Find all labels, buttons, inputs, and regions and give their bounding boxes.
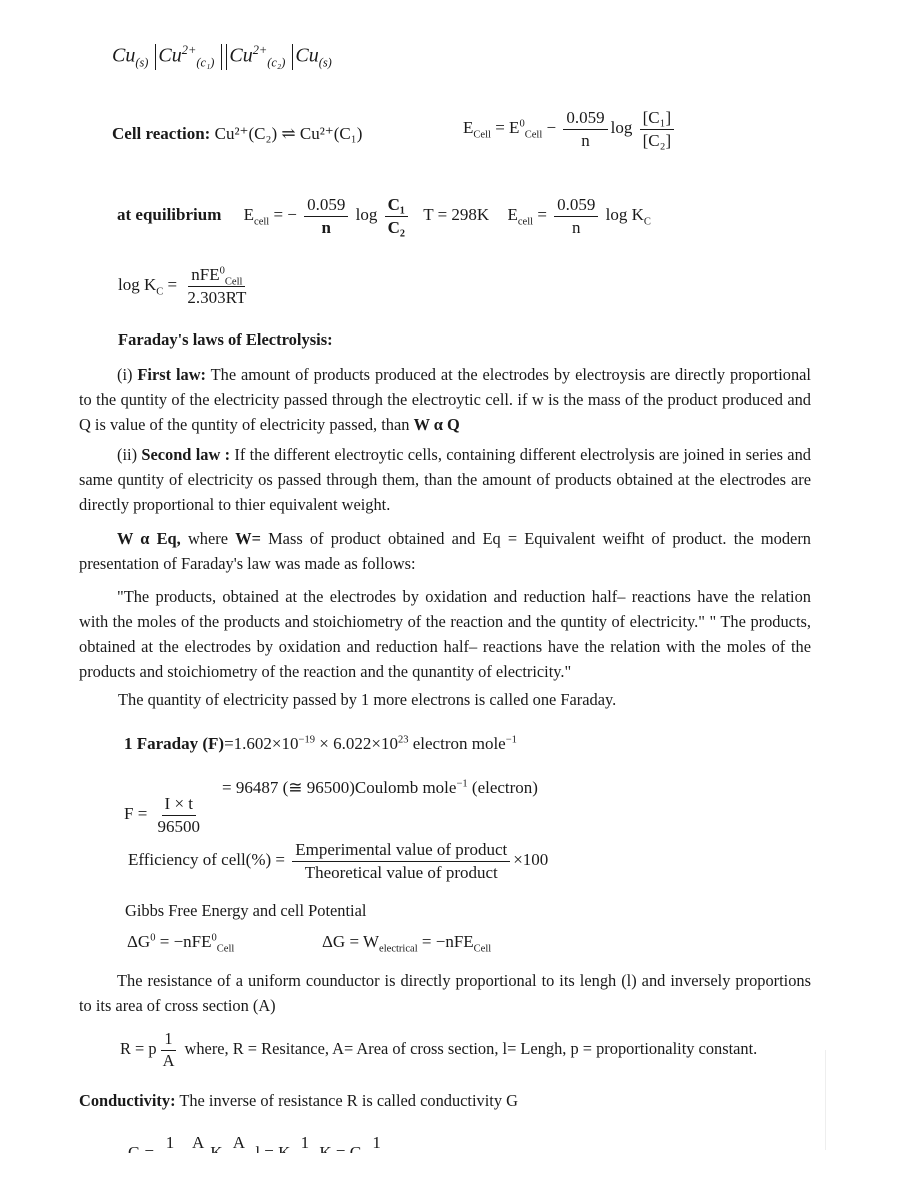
f-num: I × t bbox=[162, 794, 196, 816]
w-alpha-where: where bbox=[180, 529, 236, 548]
eq1-log: log bbox=[355, 204, 378, 224]
efficiency-den: Theoretical value of product bbox=[304, 862, 498, 882]
gibbs2-rhs: = −nFE bbox=[417, 932, 474, 951]
eq1-coef-num: 0.059 bbox=[304, 195, 348, 217]
faraday-numeric-exp: −1 bbox=[456, 778, 468, 790]
eq2-coef-den: n bbox=[572, 217, 581, 237]
phase-boundary bbox=[292, 44, 293, 70]
phase-s-right: (s) bbox=[318, 55, 332, 70]
f-formula bbox=[124, 794, 206, 836]
ion-2: Cu bbox=[229, 44, 253, 67]
eq1-ratio-num: C₁ bbox=[385, 195, 408, 217]
resistance-definitions: Resitance, A= Area of cross section, l= Lengh, p = proportionality constant. bbox=[261, 1039, 758, 1059]
eq1-prefix: = − bbox=[273, 204, 297, 224]
w-alpha-eq-relation: W α Eq, bbox=[117, 529, 181, 548]
cond-f1-num: 1 bbox=[163, 1133, 178, 1155]
eq1-coef-den: n bbox=[321, 217, 332, 237]
gibbs1-rhs-sup: 0 bbox=[211, 932, 217, 944]
logkc-sub: C bbox=[156, 286, 164, 298]
logkc-den: 2.303RT bbox=[187, 287, 247, 307]
page-edge-line bbox=[825, 1050, 826, 1150]
gibbs-equation-2 bbox=[322, 932, 492, 955]
f-fraction bbox=[155, 794, 204, 836]
gibbs1-lhs: ΔG bbox=[127, 932, 151, 951]
faraday-unit: electron mole bbox=[408, 734, 506, 753]
faraday-value bbox=[124, 734, 517, 754]
w-alpha-eq-text: Mass of product obtained and Eq = Equivalent weifht of product. the modern presentation of Faraday's law was made as follows: bbox=[79, 529, 811, 573]
gibbs1-rhs: = −nFE bbox=[155, 932, 212, 951]
first-law-text: The amount of products produced at the electrodes by electroysis are directly proportional to the quntity of the electricity passed through the electroytic cell. if w is the mass of the product produced and Q is value of the quntity of electricity passed, than bbox=[79, 365, 811, 434]
faraday-exp1: −19 bbox=[298, 734, 316, 746]
logkc-num-sub: Cell bbox=[224, 276, 243, 288]
conductivity-line bbox=[79, 1091, 518, 1111]
eq1-ratio-den: C₂ bbox=[387, 217, 406, 237]
coef-den: n bbox=[581, 130, 590, 150]
equilibrium-equations: at equilibrium $E_{cell}$ = − $\frac{0.059}{n}$ log $\frac{\text{C₁}}{\text{C₂}}$ T = 298K $E_{cell}$ = $\frac{0.059}{n}$ $\log K_C$ bbox=[117, 195, 651, 237]
conductivity-text: The inverse of resistance R is called conductivity G bbox=[175, 1091, 518, 1110]
quote-paragraph: "The products, obtained at the electrodes by oxidation and reduction half– reactions have the relation with the moles of the products and stoichiometry of the reaction and the quntity of electricity." " The products, obtained at the electrodes by oxidation and reduction half– reactions have the relation with the moles of the products and stoichiometry of the reaction and the qunantity of electricity." bbox=[79, 587, 811, 681]
faraday-exp2: 23 bbox=[397, 734, 409, 746]
resistance-fraction bbox=[160, 1030, 178, 1071]
cond-f2-num: A bbox=[189, 1133, 207, 1155]
faraday-heading: Faraday's laws of Electrolysis: bbox=[118, 330, 333, 349]
salt-bridge-1 bbox=[221, 44, 222, 70]
eq2-log-k: log K bbox=[605, 204, 644, 224]
conc-1: (c₁) bbox=[196, 55, 215, 70]
cu-right: Cu bbox=[295, 44, 319, 67]
first-law-prefix: (i) bbox=[117, 365, 133, 384]
f-den: 96500 bbox=[157, 816, 201, 836]
temperature: T = 298K bbox=[423, 204, 490, 224]
efficiency-num: Emperimental value of product bbox=[292, 840, 510, 862]
faraday-numeric bbox=[222, 778, 538, 798]
equilibrium-label: at equilibrium bbox=[117, 204, 222, 224]
faraday-eq: =1.602×10 bbox=[224, 734, 299, 753]
coef-fraction bbox=[563, 108, 607, 150]
resistance-paragraph: The resistance of a uniform counductor is directly proportional to its lengh (l) and inversely proportions to its area of cross section (A) bbox=[79, 971, 811, 1015]
ratio-num: [C₁] bbox=[640, 108, 675, 130]
page-bottom-cutoff bbox=[0, 1153, 900, 1200]
ratio-fraction bbox=[640, 108, 675, 150]
log-label: log bbox=[610, 117, 633, 137]
gibbs1-sup: 0 bbox=[150, 932, 156, 944]
e-cell-sub-2: cell bbox=[517, 216, 534, 228]
reaction-rhs: Cu²⁺(C₁) bbox=[299, 124, 363, 143]
second-law-prefix: (ii) bbox=[117, 445, 138, 464]
cell-reaction bbox=[112, 124, 362, 144]
f-lhs: F = bbox=[124, 803, 148, 823]
gibbs-equation-1 bbox=[127, 932, 235, 955]
phase-s-left: (s) bbox=[135, 55, 149, 70]
efficiency-label: Efficiency of cell(%) = bbox=[128, 849, 286, 869]
faraday-numeric-text: = 96487 (≅ 96500)Coulomb mole bbox=[222, 778, 457, 797]
ion-1: Cu bbox=[158, 44, 182, 67]
charge-1: 2+ bbox=[181, 42, 197, 57]
efficiency-fraction bbox=[292, 840, 510, 882]
coef-num: 0.059 bbox=[563, 108, 607, 130]
faraday-label: 1 Faraday (F) bbox=[124, 734, 225, 753]
logkc-lhs: log K bbox=[118, 274, 157, 294]
first-law-relation: W α Q bbox=[413, 415, 460, 434]
gibbs2-rhs-sub: Cell bbox=[473, 943, 492, 955]
cu-left: Cu bbox=[112, 44, 136, 67]
cond-f3-num: A bbox=[230, 1133, 248, 1155]
logkc-num: nFE bbox=[191, 265, 220, 284]
logkc-fraction bbox=[184, 265, 249, 307]
eq1-ratio bbox=[385, 195, 408, 237]
faraday-definition: The quantity of electricity passed by 1 more electrons is called one Faraday. bbox=[118, 690, 617, 709]
cell-reaction-label: Cell reaction: bbox=[112, 124, 211, 143]
second-law-label: Second law : bbox=[141, 445, 231, 464]
resistance-num: 1 bbox=[161, 1030, 175, 1051]
conc-2: (c₂) bbox=[267, 55, 286, 70]
cond-f5-num: 1 bbox=[369, 1133, 384, 1155]
eq2-coef-num: 0.059 bbox=[554, 195, 598, 217]
first-law-label: First law: bbox=[137, 365, 207, 384]
gibbs1-rhs-sub: Cell bbox=[216, 943, 235, 955]
eq2-coef bbox=[554, 195, 598, 237]
gibbs2-lhs: ΔG = W bbox=[322, 932, 380, 951]
reaction-lhs: Cu²⁺(C₂) bbox=[214, 124, 278, 143]
cond-f4-num: 1 bbox=[298, 1133, 313, 1155]
conductivity-label: Conductivity: bbox=[79, 1091, 176, 1110]
e0-sup: 0 bbox=[519, 118, 525, 130]
ratio-den: [C₂] bbox=[642, 130, 672, 150]
resistance-equation bbox=[120, 1030, 757, 1071]
equilibrium-arrow-icon: ⇌ bbox=[281, 124, 296, 143]
cell-notation bbox=[112, 44, 332, 70]
faraday-times: × 6.022×10 bbox=[315, 734, 398, 753]
e-sub: Cell bbox=[473, 129, 491, 141]
faraday-unit-exp: −1 bbox=[505, 734, 517, 746]
e-symbol: E bbox=[463, 117, 474, 137]
resistance-lhs: R = p bbox=[120, 1039, 157, 1059]
efficiency-formula bbox=[128, 840, 548, 882]
salt-bridge-2 bbox=[226, 44, 227, 70]
phase-boundary bbox=[155, 44, 156, 70]
logkc-num-sup: 0 bbox=[219, 265, 225, 277]
gibbs2-sub: electrical bbox=[379, 943, 418, 955]
second-law-paragraph bbox=[79, 442, 811, 517]
gibbs-heading: Gibbs Free Energy and cell Potential bbox=[125, 901, 367, 920]
second-law-text: If the different electroytic cells, containing different electrolysis are joined in series and same quntity of electricity os passed through them, than the amount of products obtained at the electrodes are directly proportional to thier equivalent weight. bbox=[79, 445, 811, 514]
resistance-where: where, R = bbox=[180, 1039, 262, 1059]
w-symbol: W= bbox=[235, 529, 261, 548]
e0-sub: Cell bbox=[524, 129, 543, 141]
e-cell-sub: cell bbox=[254, 216, 270, 228]
logkc-equation: $\log K_C$ = $\frac{nFE^0_{Cell}}{2.303RT}$ bbox=[118, 265, 252, 307]
resistance-den: A bbox=[162, 1050, 175, 1070]
first-law-paragraph bbox=[79, 362, 811, 437]
charge-2: 2+ bbox=[252, 42, 268, 57]
eq2-k-sub: C bbox=[643, 216, 651, 228]
nernst-equation: $E_{Cell} = E^0_{Cell}$ − $\frac{0.059}{n}$ log $\frac{\text{[C₁]}}{\text{[C₂]}}$ bbox=[463, 108, 677, 150]
efficiency-suffix: ×100 bbox=[513, 849, 549, 869]
faraday-numeric-suffix: (electron) bbox=[467, 778, 538, 797]
w-alpha-eq-paragraph bbox=[79, 526, 811, 576]
eq1-coef bbox=[304, 195, 348, 237]
e0-symbol: E bbox=[509, 117, 520, 137]
